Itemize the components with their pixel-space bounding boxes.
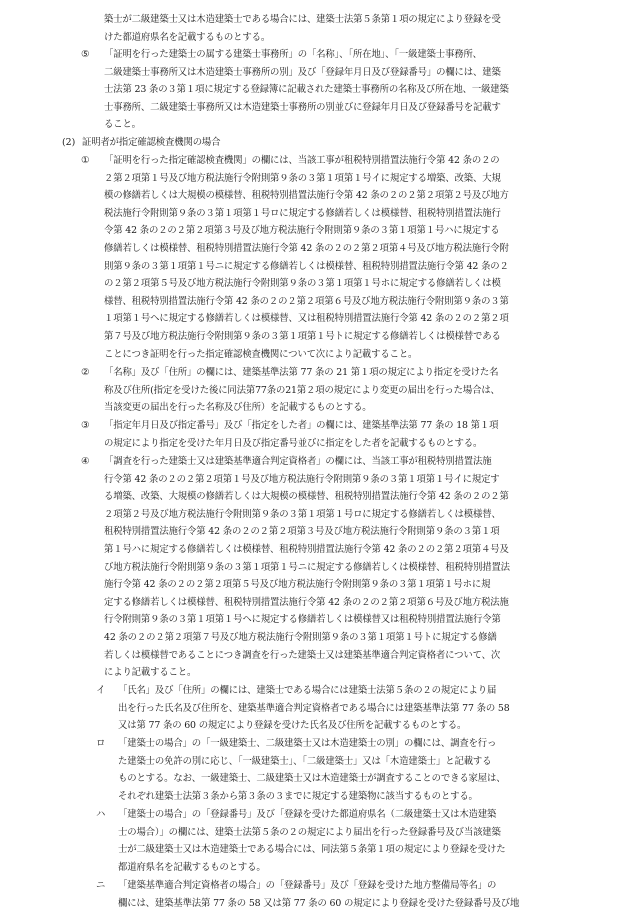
text-line: １項第１号ヘに規定する修繕若しくは模様替、又は租税特別措置法施行令第 42 条の２の２第２項 xyxy=(104,313,509,325)
sub-item-marker: ロ xyxy=(96,738,106,749)
text-line: ２項第２号及び地方税法施行令附則第９条の３第１項第１号ロに規定する修繕若しくは模様替、 xyxy=(104,508,501,520)
text-line: ものとする。なお、一級建築士、二級建築士又は木造建築士が調査することのできる家屋は、 xyxy=(118,773,506,785)
text-line: 行令第 42 条の２の２第２項第１号及び地方税法施行令附則第９条の３第１項第１号イに規定す xyxy=(104,473,500,485)
section-2-item-1 xyxy=(81,152,612,363)
text-line: 様替、租税特別措置法施行令第 42 条の２の２第２項第６号及び地方税法施行令附則第９条の３第 xyxy=(104,295,509,307)
text-line: 租税特別措置法施行令第 42 条の２の２第２項第３号及び地方税法施行令附則第９条の３第１項 xyxy=(104,526,500,538)
sub-item-marker: イ xyxy=(96,685,106,696)
text-line: により記載すること。 xyxy=(104,667,197,679)
text-line: けた都道府県名を記載するものとする。 xyxy=(104,31,271,43)
item-number: ④ xyxy=(81,456,90,467)
text-line: 士法第 23 条の３第１項に規定する登録簿に記載された建築士事務所の名称及び所在地、一級建築 xyxy=(104,84,509,96)
section-title: 証明者が指定確認検査機関の場合 xyxy=(82,137,221,148)
sub-item-i xyxy=(96,682,612,735)
text-line: 築士が二級建築士又は木造建築士である場合には、建築士法第５条第１項の規定により登録を受 xyxy=(104,14,501,25)
text-line: 欄には、建築基準法第 77 条の 58 又は第 77 条の 60 の規定により登録を受けた登録番号及び地 xyxy=(118,897,520,909)
text-line: 士事務所、二級建築士事務所又は木造建築士事務所の別並びに登録年月日及び登録番号を記載す xyxy=(104,101,501,113)
text-line: 行令附則第９条の３第１項第１号ヘに規定する修繕若しくは模様替又は租税特別措置法施行令第 xyxy=(104,614,501,626)
item-number: ⑤ xyxy=(81,49,90,60)
text-line: の２第２項第５号及び地方税法施行令附則第９条の３第１項第１号ホに規定する修繕若しくは模 xyxy=(104,278,501,290)
text-line: 「建築士の場合」の「一級建築士、二級建築士又は木造建築士の別」の欄には、調査を行っ xyxy=(118,738,497,749)
item-number: ① xyxy=(81,155,90,166)
text-line: ２第２項第１号及び地方税法施行令附則第９条の３第１項第１号イに規定する増築、改築、大規 xyxy=(104,172,501,184)
text-line: ことにつき証明を行った指定確認検査機関について次により記載すること。 xyxy=(104,348,418,360)
sub-item-ro xyxy=(96,735,612,805)
text-line: 「証明を行った指定確認検査機関」の欄には、当該工事が租税特別措置法施行令第 42 条の２の xyxy=(104,155,500,166)
sub-item-ha xyxy=(96,806,612,876)
text-line: それぞれ建築士法第３条から第３条の３までに規定する建築物に該当するものとする。 xyxy=(118,790,478,802)
text-line: 又は第 77 条の 60 の規定により登録を受けた氏名及び住所を記載するものとする。 xyxy=(118,720,467,732)
text-line: 都道府県名を記載するものとする。 xyxy=(118,861,266,873)
text-line: 「指定年月日及び指定番号」及び「指定をした者」の欄には、建築基準法第 77 条の 18 第１項 xyxy=(104,420,499,431)
text-line: 42 条の２の２第２項第７号及び地方税法施行令附則第９条の３第１項第１号トに規定する修繕 xyxy=(104,631,497,643)
section-2-item-4 xyxy=(81,453,612,682)
text-line: 士が二級建築士又は木造建築士である場合には、同法第５条第１項の規定により登録を受けた xyxy=(118,844,506,856)
section-2-item-2 xyxy=(81,364,612,417)
text-line: 若しくは模様替であることにつき調査を行った建築士又は建築基準適合判定資格者について、次 xyxy=(104,649,501,661)
text-line: 施行令第 42 条の２の２第２項第５号及び地方税法施行令附則第９条の３第１項第１号ホに規 xyxy=(104,579,491,591)
section-2-heading xyxy=(62,134,602,152)
text-line: 当該変更の届出を行った名称及び住所）を記載するものとする。 xyxy=(104,402,372,414)
text-line: 則第９条の３第１項第１号ニに規定する修繕若しくは模様替、租税特別措置法施行令第 42 条の２ xyxy=(104,260,509,272)
text-line: 第７号及び地方税法施行令附則第９条の３第１項第１号トに規定する修繕若しくは模様替である xyxy=(104,330,501,342)
text-line: 二級建築士事務所又は木造建築士事務所の別」及び「登録年月日及び登録番号」の欄には、建築 xyxy=(104,66,501,78)
text-line: の規定により指定を受けた年月日及び指定番号並びに指定をした者を記載するものとする。 xyxy=(104,437,483,449)
text-line: 士の場合）」の欄には、建築士法第５条の２の規定により届出を行った登録番号及び当該建築 xyxy=(118,826,501,838)
text-line: 模の修繕若しくは大規模の模様替、租税特別措置法施行令第 42 条の２の２第２項第２号及び地方 xyxy=(104,190,509,202)
text-line: 出を行った氏名及び住所を、建築基準適合判定資格者である場合には建築基準法第 77 条の 58 xyxy=(118,702,510,714)
section-2-item-3 xyxy=(81,417,612,452)
text-line: た建築士の免許の別に応じ、「一級建築士」、「二級建築士」又は「木造建築士」と記載する xyxy=(118,755,492,767)
text-line: 称及び住所(指定を受けた後に同法第77条の21第２項の規定により変更の届出を行った場合は、 xyxy=(104,384,500,396)
sub-item-ni xyxy=(96,877,612,912)
sub-item-marker: ニ xyxy=(96,880,106,891)
text-line: 「建築基準適合判定資格者の場合」の「登録番号」及び「登録を受けた地方整備局等名」の xyxy=(118,880,497,891)
text-line: 税法施行令附則第９条の３第１項第１号ロに規定する修繕若しくは模様替、租税特別措置法施行 xyxy=(104,207,501,219)
item-5 xyxy=(81,46,612,134)
text-line: 「名称」及び「住所」の欄には、建築基準法第 77 条の 21 第１項の規定により指定を受けた名 xyxy=(104,367,499,378)
text-line: 第１号ハに規定する修繕若しくは模様替、租税特別措置法施行令第 42 条の２の２第２項第４号及 xyxy=(104,543,509,555)
section-number: (2) xyxy=(62,137,76,148)
item-number: ② xyxy=(81,367,90,378)
item-4-continuation xyxy=(104,11,612,46)
text-line: 「建築士の場合」の「登録番号」及び「登録を受けた都道府県名（二級建築士又は木造建築 xyxy=(118,809,497,820)
text-line: ること。 xyxy=(104,119,141,131)
text-line: 「証明を行った建築士の属する建築士事務所」の「名称」、「所在地」、「一級建築士事務所、 xyxy=(104,49,482,60)
text-line: 「調査を行った建築士又は建築基準適合判定資格者」の欄には、当該工事が租税特別措置法施 xyxy=(104,456,492,467)
text-line: 定する修繕若しくは模様替、租税特別措置法施行令第 42 条の２の２第２項第６号及び地方税法施 xyxy=(104,596,509,608)
text-line: る増築、改築、大規模の修繕若しくは大規模の模様替、租税特別措置法施行令第 42 条の２の２第 xyxy=(104,491,509,503)
item-number: ③ xyxy=(81,420,90,431)
text-line: び地方税法施行令附則第９条の３第１項第１号ニに規定する修繕若しくは模様替、租税特別措置法 xyxy=(104,561,510,573)
text-line: 令第 42 条の２の２第２項第３号及び地方税法施行令附則第９条の３第１項第１号ハに規定する xyxy=(104,225,500,237)
sub-item-marker: ハ xyxy=(96,809,106,820)
text-line: 「氏名」及び「住所」の欄には、建築士である場合には建築士法第５条の２の規定により届 xyxy=(118,685,497,696)
text-line: 修繕若しくは模様替、租税特別措置法施行令第 42 条の２の２第２項第４号及び地方税法施行令附 xyxy=(104,242,509,254)
